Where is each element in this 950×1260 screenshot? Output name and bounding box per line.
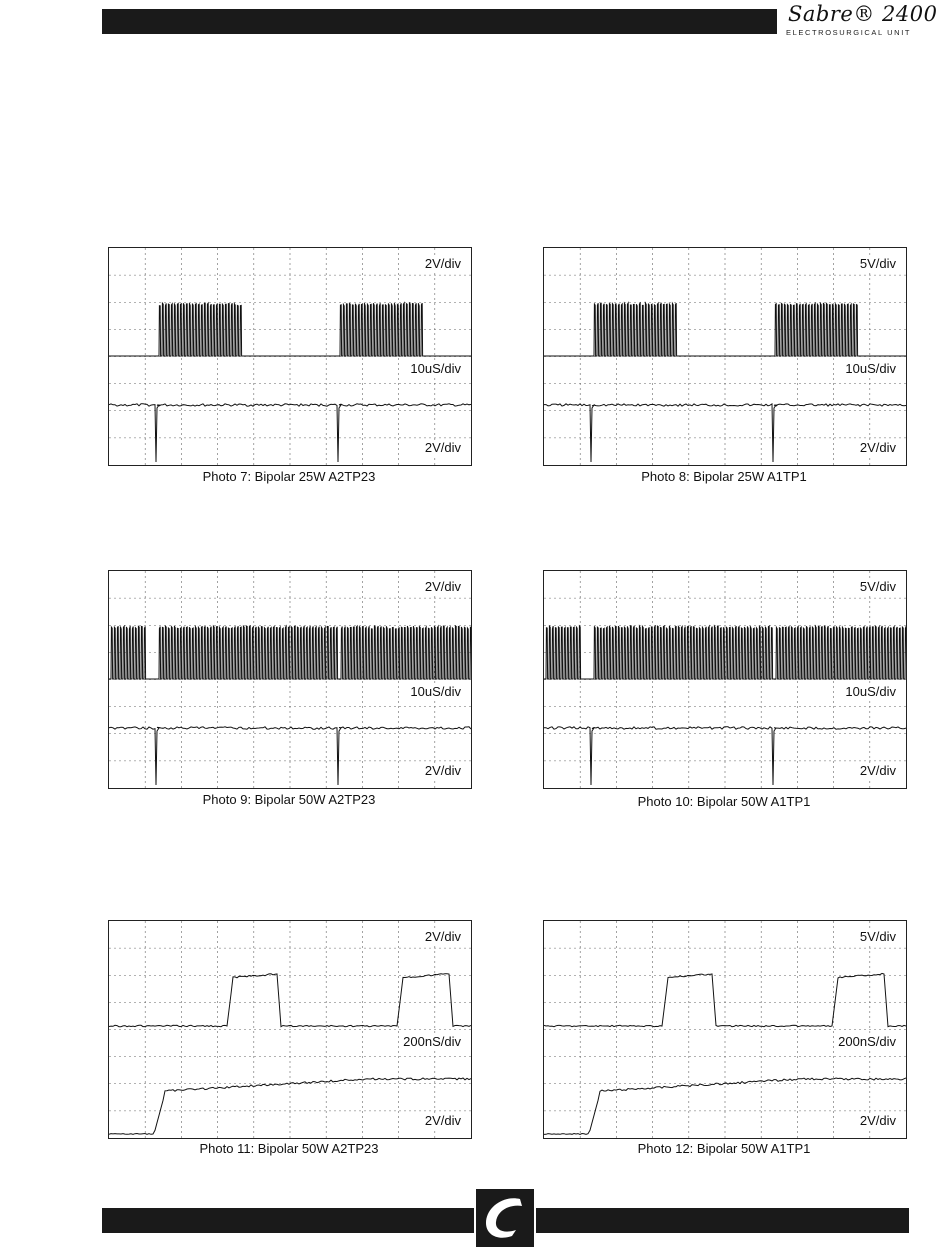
bottom-scale-label: 2V/div xyxy=(424,1113,461,1128)
top-scale-label: 2V/div xyxy=(424,929,461,944)
top-scale-label: 5V/div xyxy=(859,929,896,944)
oscilloscope-photo-10 xyxy=(543,570,907,789)
photo-7-caption: Photo 7: Bipolar 25W A2TP23 xyxy=(202,469,376,484)
time-scale-label: 200nS/div xyxy=(838,1034,896,1049)
header-bar xyxy=(102,9,777,34)
brand-subtitle: ELECTROSURGICAL UNIT xyxy=(786,28,912,37)
channel-1-trace xyxy=(109,626,471,679)
photo-8-caption: Photo 8: Bipolar 25W A1TP1 xyxy=(641,469,807,484)
photo-10-caption: Photo 10: Bipolar 50W A1TP1 xyxy=(637,794,811,809)
bottom-scale-label: 2V/div xyxy=(859,763,896,778)
bottom-scale-label: 2V/div xyxy=(859,1113,896,1128)
scope-traces xyxy=(544,921,906,1138)
oscilloscope-photo-7 xyxy=(108,247,472,466)
scope-traces xyxy=(109,571,471,788)
conmed-c-logo-icon xyxy=(474,1187,536,1249)
channel-2-trace xyxy=(544,727,906,785)
channel-2-trace xyxy=(109,404,471,462)
oscilloscope-photo-12 xyxy=(543,920,907,1139)
bottom-scale-label: 2V/div xyxy=(424,440,461,455)
channel-2-trace xyxy=(109,727,471,785)
oscilloscope-photo-11 xyxy=(108,920,472,1139)
photo-12-caption: Photo 12: Bipolar 50W A1TP1 xyxy=(637,1141,811,1156)
bottom-scale-label: 2V/div xyxy=(424,763,461,778)
scope-traces xyxy=(544,248,906,465)
photo-11-caption: Photo 11: Bipolar 50W A2TP23 xyxy=(199,1141,379,1156)
time-scale-label: 10uS/div xyxy=(410,361,461,376)
channel-1-trace xyxy=(109,303,471,356)
time-scale-label: 10uS/div xyxy=(410,684,461,699)
time-scale-label: 200nS/div xyxy=(403,1034,461,1049)
brand-name: Sabre® 2400 xyxy=(788,2,938,26)
top-scale-label: 5V/div xyxy=(859,579,896,594)
top-scale-label: 2V/div xyxy=(424,579,461,594)
top-scale-label: 5V/div xyxy=(859,256,896,271)
channel-2-trace xyxy=(544,404,906,462)
oscilloscope-photo-8 xyxy=(543,247,907,466)
scope-traces xyxy=(109,248,471,465)
scope-traces xyxy=(109,921,471,1138)
channel-1-trace xyxy=(109,974,471,1027)
top-scale-label: 2V/div xyxy=(424,256,461,271)
channel-1-trace xyxy=(544,303,906,356)
bottom-scale-label: 2V/div xyxy=(859,440,896,455)
channel-1-trace xyxy=(544,626,906,679)
channel-1-trace xyxy=(544,973,906,1026)
scope-traces xyxy=(544,571,906,788)
photo-9-caption: Photo 9: Bipolar 50W A2TP23 xyxy=(202,792,376,807)
brand-logo xyxy=(784,2,938,42)
channel-2-trace xyxy=(544,1078,906,1135)
oscilloscope-photo-9 xyxy=(108,570,472,789)
time-scale-label: 10uS/div xyxy=(845,361,896,376)
time-scale-label: 10uS/div xyxy=(845,684,896,699)
channel-2-trace xyxy=(109,1078,471,1134)
